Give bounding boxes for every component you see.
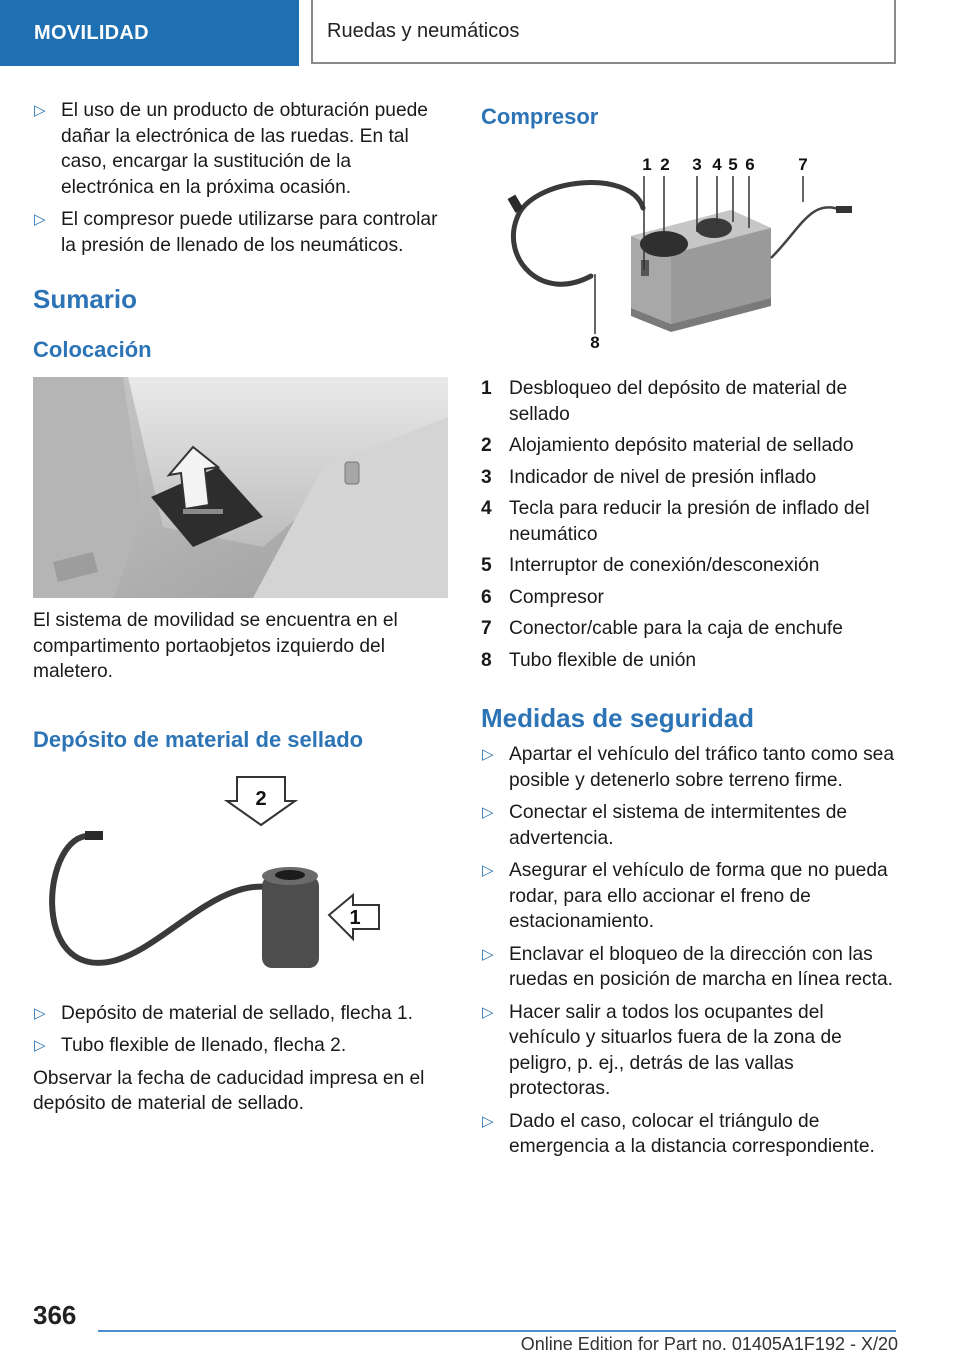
compressor-figure [481, 148, 897, 358]
list-item: 4 Tecla para reducir la presión de inflado del neumático [481, 498, 870, 545]
list-item: ▷ El uso de un producto de obturación puede dañar la electrónica de las ruedas. En tal caso, encargar la sustitución de la electrónica en la próxima ocasión. [34, 100, 428, 198]
sealant-container-figure [33, 771, 448, 981]
triangle-bullet-icon: ▷ [34, 102, 46, 119]
seguridad-bullet-list [481, 742, 897, 1160]
figure-label-6: 6 [745, 155, 755, 174]
triangle-bullet-icon: ▷ [34, 211, 46, 228]
triangle-bullet-icon: ▷ [482, 862, 494, 879]
figure-label-1: 1 [349, 906, 361, 929]
heading-colocacion: Colocación [33, 337, 152, 362]
deposito-text: Observar la fecha de caducidad impresa en el depósito de material de sellado. [33, 1067, 425, 1114]
list-item: 1 Desbloqueo del depósito de material de sellado [481, 378, 848, 425]
list-item: ▷ Apartar el vehículo del tráfico tanto como sea posible y detenerlo sobre terreno firme. [482, 744, 895, 791]
list-item: 6 Compresor [481, 586, 604, 608]
triangle-bullet-icon: ▷ [34, 1004, 46, 1022]
figure-label-1: 1 [642, 155, 652, 174]
page-number: 366 [33, 1300, 77, 1330]
triangle-bullet-icon: ▷ [482, 1003, 494, 1021]
list-item: 2 Alojamiento depósito material de sellado [481, 435, 854, 456]
trunk-compartment-photo [33, 377, 448, 598]
figure-label-3: 3 [692, 155, 702, 174]
list-item: ▷ Enclavar el bloqueo de la dirección con las ruedas en posición de marcha en línea recta. [482, 943, 893, 990]
list-item: ▷ Conectar el sistema de intermitentes de advertencia. [482, 802, 848, 849]
figure-label-7: 7 [798, 155, 808, 174]
heading-seguridad: Medidas de seguridad [481, 703, 755, 733]
heading-deposito: Depósito de material de sellado [33, 726, 364, 752]
list-item: ▷ Tubo flexible de llenado, flecha 2. [33, 1033, 448, 1059]
footer-divider [98, 1330, 896, 1332]
list-item: ▷ Depósito de material de sellado, flecha 1. [33, 1001, 448, 1027]
triangle-bullet-icon: ▷ [482, 1112, 494, 1130]
figure-label-4: 4 [712, 155, 722, 174]
figure-label-8: 8 [590, 333, 600, 352]
heading-sumario: Sumario [33, 284, 138, 314]
intro-bullet-list [33, 98, 448, 258]
colocacion-text: El sistema de movilidad se encuentra en el compartimento portaobjetos izquierdo del maletero. [33, 610, 398, 682]
figure-label-2: 2 [660, 155, 670, 174]
section-tab: MOVILIDAD [0, 0, 299, 66]
right-column [481, 98, 897, 1167]
figure-label-5: 5 [728, 155, 738, 174]
footer-edition: Online Edition for Part no. 01405A1F192 - X/20 [520, 1334, 898, 1354]
triangle-bullet-icon: ▷ [482, 804, 494, 821]
list-item: 7 Conector/cable para la caja de enchufe [481, 618, 843, 639]
page-header [0, 0, 960, 66]
figure-label-2: 2 [255, 787, 267, 810]
triangle-bullet-icon: ▷ [482, 945, 494, 963]
chapter-tab: Ruedas y neumáticos [311, 0, 896, 64]
triangle-bullet-icon: ▷ [482, 746, 494, 763]
list-item: ▷ Dado el caso, colocar el triángulo de emergencia a la distancia correspondiente. [482, 1110, 875, 1157]
list-item: ▷ Hacer salir a todos los ocupantes del vehículo y situarlos fuera de la zona de peligro, p. ej., detrás de las vallas protectoras. [482, 1001, 842, 1099]
heading-compresor: Compresor [481, 104, 599, 129]
list-item: 3 Indicador de nivel de presión inflado [481, 466, 817, 488]
left-column [33, 98, 448, 1117]
list-item: ▷ Asegurar el vehículo de forma que no pueda rodar, para ello accionar el freno de estacionamiento. [482, 860, 888, 932]
list-item: 5 Interruptor de conexión/desconexión [481, 555, 820, 576]
list-item: 8 Tubo flexible de unión [481, 649, 697, 671]
list-item: ▷ El compresor puede utilizarse para controlar la presión de llenado de los neumáticos. [34, 209, 438, 256]
triangle-bullet-icon: ▷ [34, 1037, 46, 1054]
deposito-bullet-list [33, 1001, 448, 1059]
compressor-parts-list [481, 376, 897, 673]
